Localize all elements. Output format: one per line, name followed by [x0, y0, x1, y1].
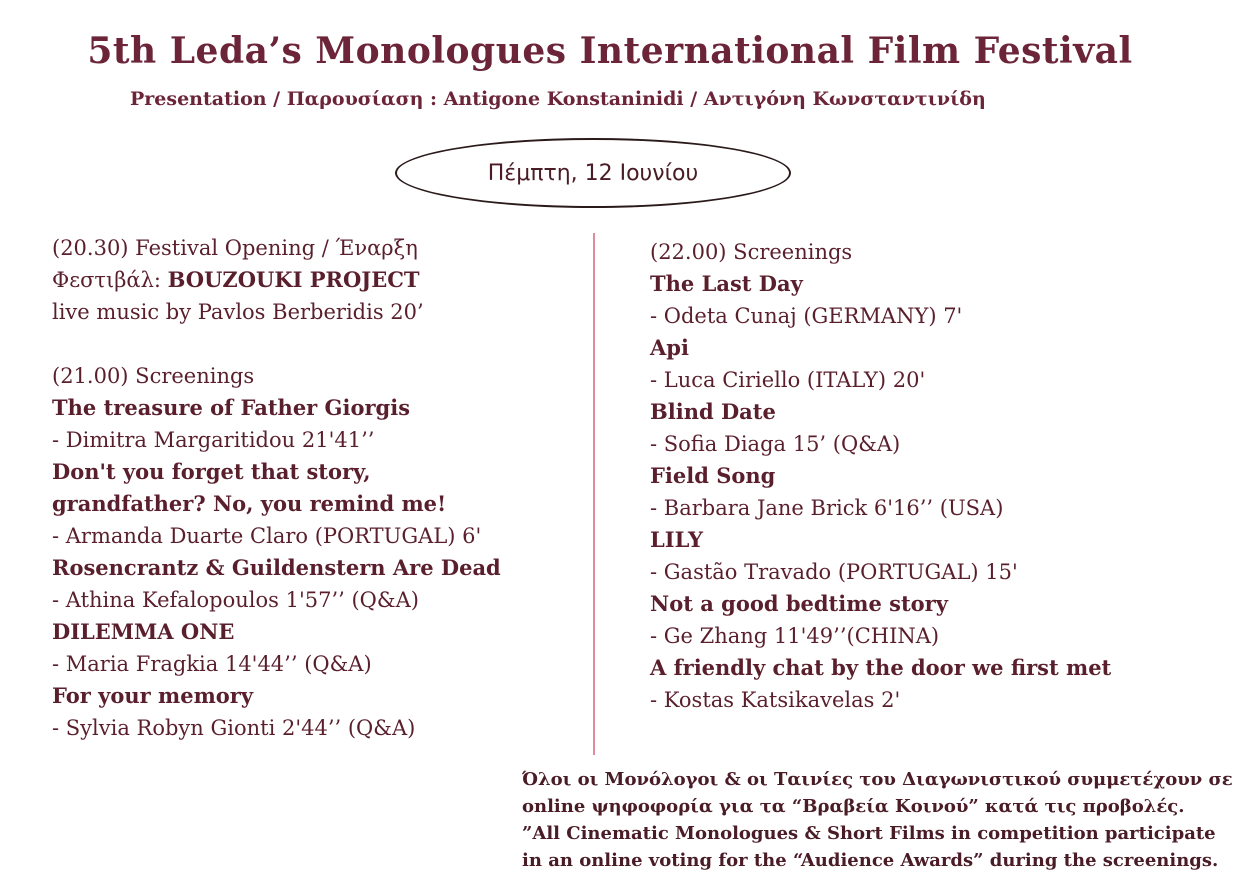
film-title: The treasure of Father Giorgis [52, 395, 411, 420]
film-title: Field Song [650, 463, 776, 488]
screenings-header: (21.00) Screenings [52, 364, 255, 388]
film-credit: - Kostas Katsikavelas 2' [650, 688, 901, 712]
film-credit: - Armanda Duarte Claro (PORTUGAL) 6' [52, 524, 482, 548]
film-title: Blind Date [650, 399, 776, 424]
film-title: The Last Day [650, 271, 803, 296]
film-credit: - Sofia Diaga 15’ (Q&A) [650, 432, 901, 456]
date-oval [395, 138, 791, 208]
opening-line [52, 264, 572, 296]
note-line: Όλοι οι Μονόλογοι & οι Ταινίες του Διαγωνιστικού συμμετέχουν σε [522, 769, 1233, 790]
note-line: online ψηφοφορία για τα “Βραβεία Κοινού” κατά τις προβολές. [522, 796, 1185, 817]
opening-prefix: Φεστιβάλ: [52, 268, 168, 292]
note-line: in an online voting for the “Audience Awards” during the screenings. [522, 850, 1219, 871]
film-credit: - Sylvia Robyn Gionti 2'44’’ (Q&A) [52, 716, 416, 740]
film-title: DILEMMA ONE [52, 619, 235, 644]
date-label: Πέμπτη, 12 Ιουνίου [487, 160, 699, 186]
film-title: A friendly chat by the door we first met [650, 655, 1112, 680]
film-credit: - Athina Kefalopoulos 1'57’’ (Q&A) [52, 588, 419, 612]
film-title: grandfather? No, you remind me! [52, 491, 447, 516]
film-credit: - Luca Ciriello (ITALY) 20' [650, 368, 926, 392]
opening-line: (20.30) Festival Opening / Έναρξη [52, 236, 418, 260]
film-title: Don't you forget that story, [52, 459, 371, 484]
film-credit: - Odeta Cunaj (GERMANY) 7' [650, 304, 963, 328]
spacer [52, 328, 572, 360]
film-credit: - Maria Fragkia 14'44’’ (Q&A) [52, 652, 372, 676]
column-divider [593, 233, 595, 755]
screenings-header: (22.00) Screenings [650, 240, 853, 264]
film-title: Api [650, 335, 689, 360]
festival-title: 5th Leda’s Monologues International Film Festival [87, 30, 1133, 72]
opening-line: live music by Pavlos Berberidis 20’ [52, 300, 424, 324]
film-credit: - Gastão Travado (PORTUGAL) 15' [650, 560, 1018, 584]
audience-awards-note [522, 766, 1233, 874]
opening-title: BOUZOUKI PROJECT [167, 267, 420, 292]
film-title: For your memory [52, 683, 254, 708]
film-title: LILY [650, 527, 704, 552]
film-credit: - Dimitra Margaritidou 21'41’’ [52, 428, 375, 452]
note-line: ”All Cinematic Monologues & Short Films in competition participate [522, 823, 1216, 844]
left-column [52, 232, 572, 744]
film-title: Not a good bedtime story [650, 591, 948, 616]
film-credit: - Ge Zhang 11'49’’(CHINA) [650, 624, 940, 648]
right-column [650, 236, 1210, 716]
presentation-credit: Presentation / Παρουσίαση : Antigone Konstaninidi / Αντιγόνη Κωνσταντινίδη [130, 88, 986, 110]
film-credit: - Barbara Jane Brick 6'16’’ (USA) [650, 496, 1004, 520]
film-title: Rosencrantz & Guildenstern Are Dead [52, 555, 501, 580]
